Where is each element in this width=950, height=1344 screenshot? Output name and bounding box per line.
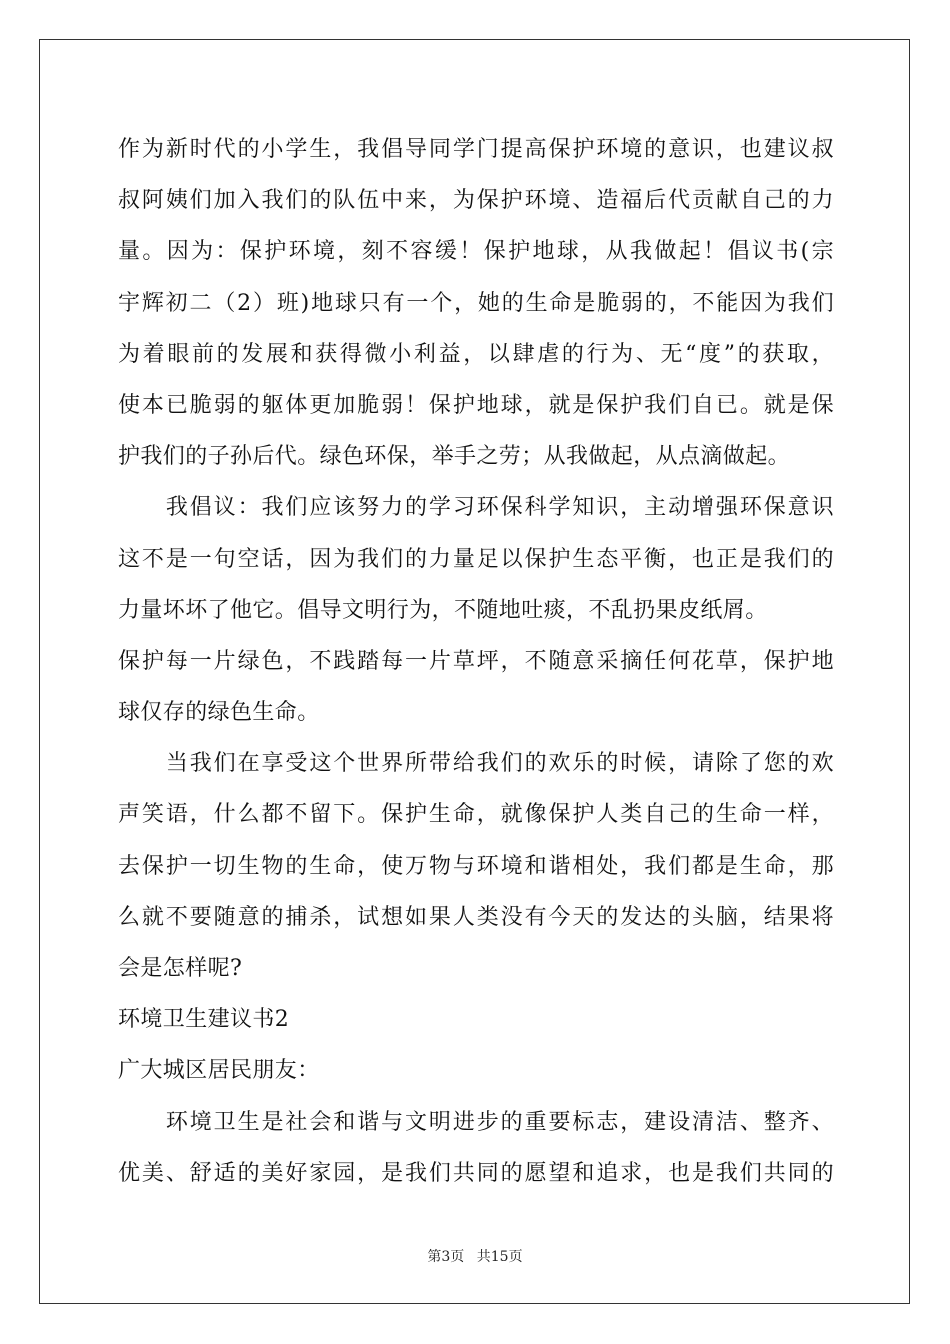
text-line: 声笑语，什么都不留下。保护生命，就像保护人类自己的生命一样， bbox=[118, 802, 834, 828]
salutation: 广大城区居民朋友： bbox=[118, 1058, 320, 1084]
text-line: 当我们在享受这个世界所带给我们的欢乐的时候，请除了您的欢 bbox=[118, 751, 834, 777]
text-line: 这不是一句空话，因为我们的力量足以保护生态平衡，也正是我们的 bbox=[118, 546, 834, 572]
text-line: 量。因为：保护环境，刻不容缓！保护地球，从我做起！倡议书(宗 bbox=[118, 239, 834, 265]
section-heading: 环境卫生建议书2 bbox=[118, 1007, 290, 1033]
text-line: 叔阿姨们加入我们的队伍中来，为保护环境、造福后代贡献自己的力 bbox=[118, 188, 834, 214]
text-line: 去保护一切生物的生命，使万物与环境和谐相处，我们都是生命，那 bbox=[118, 853, 834, 879]
document-body bbox=[118, 124, 834, 1199]
page-number: 第3页 bbox=[427, 1249, 465, 1265]
text-line: 为着眼前的发展和获得微小利益，以肆虐的行为、无“度”的获取， bbox=[118, 341, 834, 367]
text-line: 球仅存的绿色生命。 bbox=[118, 700, 320, 726]
text-line: 会是怎样呢? bbox=[118, 956, 243, 981]
page-footer bbox=[0, 1246, 950, 1266]
text-line: 护我们的子孙后代。绿色环保，举手之劳；从我做起，从点滴做起。 bbox=[118, 444, 791, 470]
text-line: 作为新时代的小学生，我倡导同学门提高保护环境的意识，也建议叔 bbox=[118, 137, 834, 162]
text-line: 么就不要随意的捕杀，试想如果人类没有今天的发达的头脑，结果将 bbox=[118, 904, 834, 930]
text-line: 我倡议：我们应该努力的学习环保科学知识，主动增强环保意识 bbox=[118, 495, 834, 521]
page-total: 共15页 bbox=[476, 1249, 523, 1265]
text-line: 使本已脆弱的躯体更加脆弱！保护地球，就是保护我们自已。就是保 bbox=[118, 392, 834, 418]
text-line: 环境卫生是社会和谐与文明进步的重要标志，建设清洁、整齐、 bbox=[118, 1109, 834, 1135]
text-line: 优美、舒适的美好家园，是我们共同的愿望和追求，也是我们共同的 bbox=[118, 1160, 834, 1186]
text-line: 保护每一片绿色，不践踏每一片草坪，不随意采摘任何花草，保护地 bbox=[118, 648, 834, 674]
text-line: 宇辉初二（2）班)地球只有一个，她的生命是脆弱的，不能因为我们 bbox=[118, 290, 834, 316]
text-line: 力量坏坏了他它。倡导文明行为，不随地吐痰，不乱扔果皮纸屑。 bbox=[118, 597, 768, 623]
